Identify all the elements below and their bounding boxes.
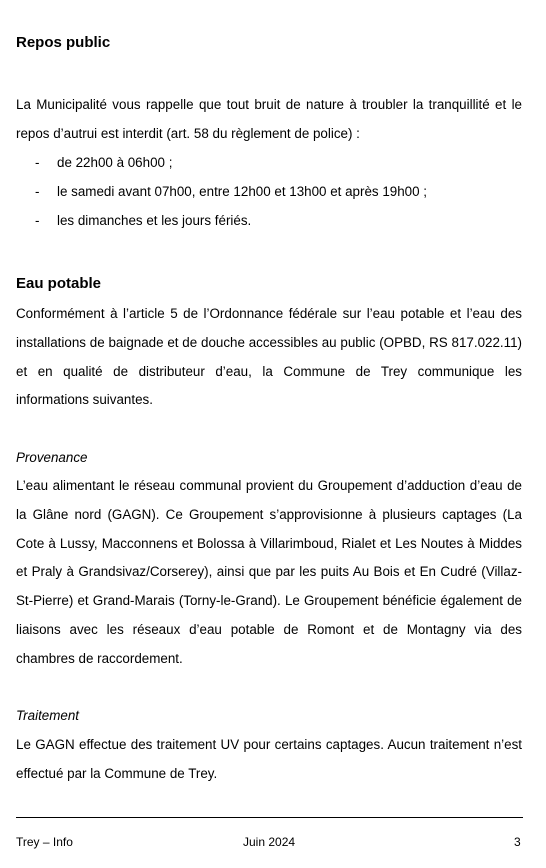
list-item: - de 22h00 à 06h00 ; (0, 149, 427, 178)
section-heading-eau-potable: Eau potable (16, 275, 102, 292)
list-item: - les dimanches et les jours fériés. (0, 207, 427, 236)
footer-publication: Trey – Info (16, 835, 73, 849)
eau-intro-paragraph: Conformément à l’article 5 de l’Ordonnance fédérale sur l’eau potable et l’eau des installations de baignade et de douche accessibles au public (OPBD, RS 817.022.11) et en qualité de distributeur d’eau, la Commune de Trey communique les informations suivantes. (16, 306, 522, 408)
subheading-provenance: Provenance (16, 450, 88, 465)
traitement-paragraph: Le GAGN effectue des traitement UV pour certains captages. Aucun traitement n’est effectué par la Commune de Trey. (16, 737, 522, 781)
footer-page-number: 3 (514, 835, 521, 849)
quiet-hours-list (0, 149, 427, 235)
subheading-traitement: Traitement (16, 708, 80, 723)
section-heading-repos-public: Repos public (16, 34, 111, 51)
list-item: - le samedi avant 07h00, entre 12h00 et 13h00 et après 19h00 ; (0, 178, 427, 207)
repos-intro-paragraph: La Municipalité vous rappelle que tout bruit de nature à troubler la tranquillité et le repos d’autrui est interdit (art. 58 du règlement de police) : (16, 97, 522, 141)
footer-divider (16, 817, 523, 818)
provenance-paragraph: L’eau alimentant le réseau communal provient du Groupement d’adduction d’eau de la Glâne nord (GAGN). Ce Groupement s’approvisionne à plusieurs captages (La Cote à Lussy, Macconnens et Bolossa à Villarimboud, Rialet et Les Noutes à Middes et Praly à Grandsivaz/Corserey), ainsi que par les puits Au Bois et En Cudré (Villaz-St-Pierre) et Grand-Marais (Torny-le-Grand). Le Groupement bénéficie également de liaisons avec les réseaux d’eau potable de Romont et de Montagny via des chambres de raccordement. (16, 478, 522, 666)
footer-date: Juin 2024 (243, 835, 296, 849)
